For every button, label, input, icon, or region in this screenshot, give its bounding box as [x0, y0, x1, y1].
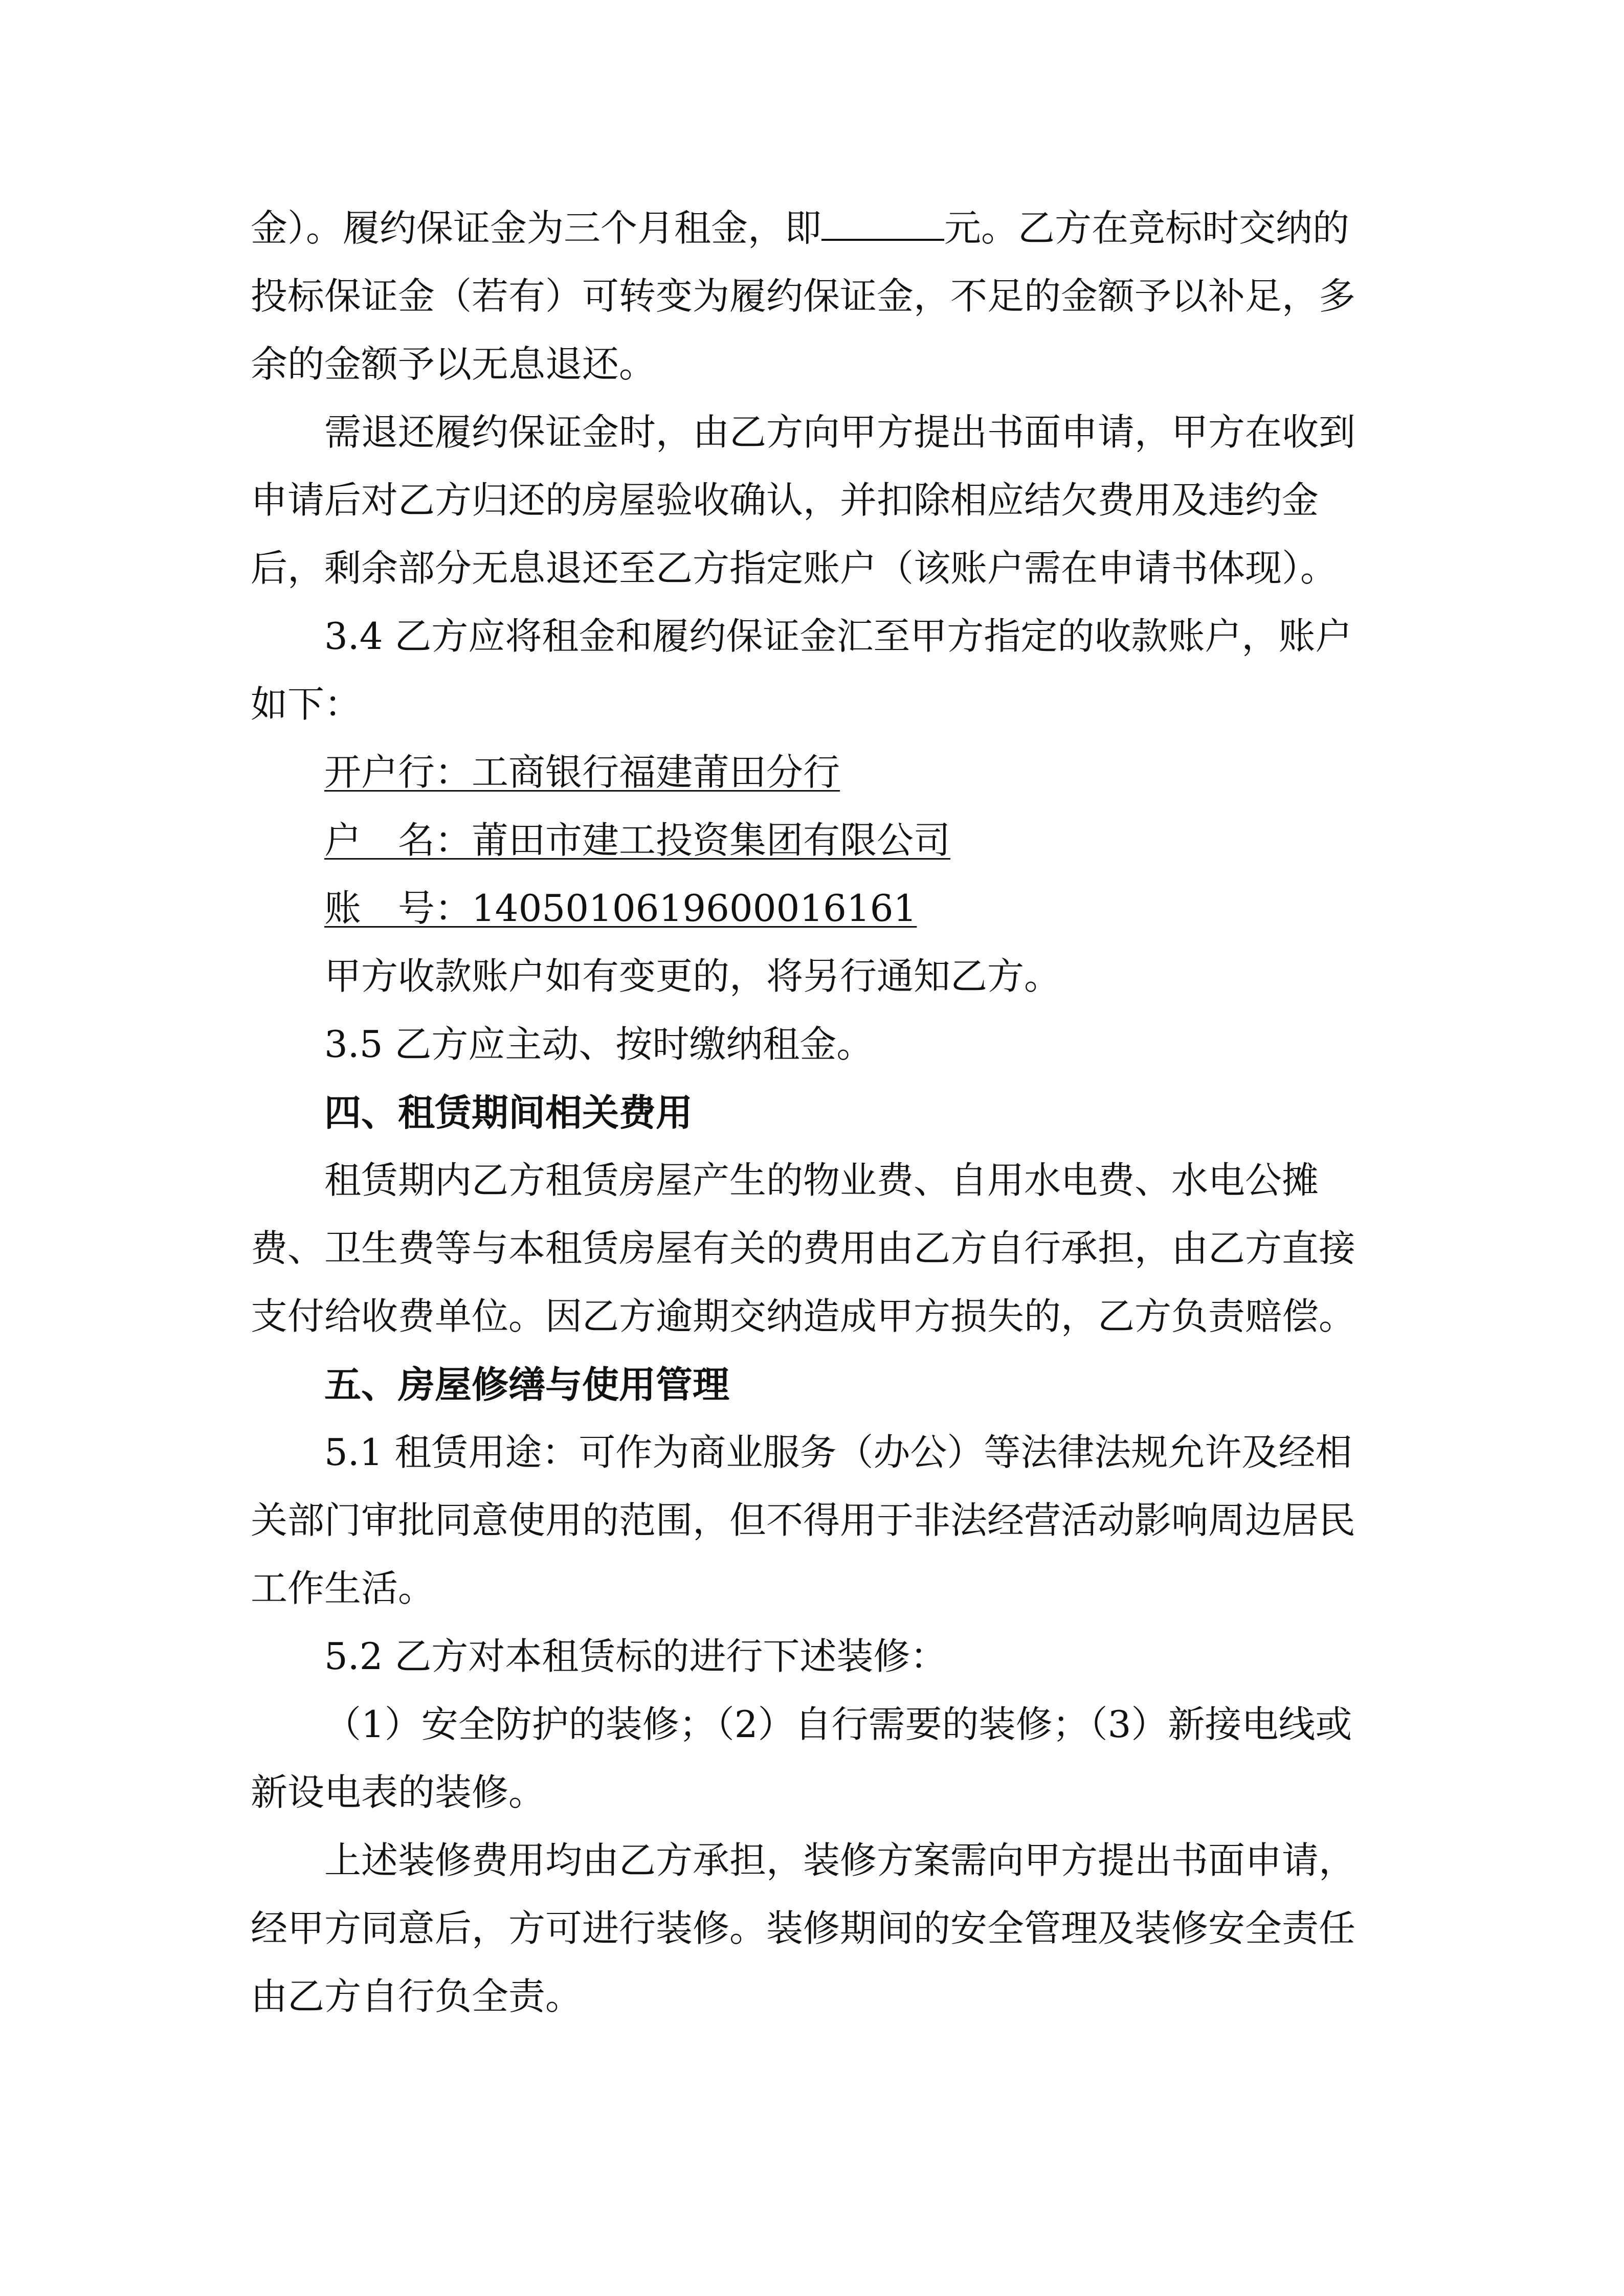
amount-blank-field: [821, 208, 944, 241]
account-bank: 开户行：工商银行福建莆田分行: [324, 751, 840, 794]
account-name: 户 名：莆田市建工投资集团有限公司: [324, 819, 951, 862]
paragraph-renovation-costs: 上述装修费用均由乙方承担，装修方案需向甲方提出书面申请，经甲方同意后，方可进行装修。装修期间的安全管理及装修安全责任由乙方自行负全责。: [251, 1839, 1356, 2018]
paragraph-clause-5-1: 5.1 租赁用途：可作为商业服务（办公）等法律法规允许及经相关部门审批同意使用的范围，但不得用于非法经营活动影响周边居民工作生活。: [251, 1431, 1356, 1610]
paragraph-renovation-items: （1）安全防护的装修；（2）自行需要的装修；（3）新接电线或新设电表的装修。: [251, 1703, 1352, 1814]
account-number: 账 号：1405010619600016161: [324, 887, 917, 930]
paragraph-deposit-refund: 需退还履约保证金时，由乙方向甲方提出书面申请，甲方在收到申请后对乙方归还的房屋验收确认，并扣除相应结欠费用及违约金后，剩余部分无息退还至乙方指定账户（该账户需在申请书体现）。: [251, 411, 1356, 590]
paragraph-lease-fees: 租赁期内乙方租赁房屋产生的物业费、自用水电费、水电公摊费、卫生费等与本租赁房屋有关的费用由乙方自行承担，由乙方直接支付给收费单位。因乙方逾期交纳造成甲方损失的，乙方负责赔偿。: [251, 1159, 1356, 1338]
section-heading-4: 四、租赁期间相关费用: [324, 1091, 693, 1134]
document-body: [251, 194, 1376, 2031]
paragraph-clause-5-2: 5.2 乙方对本租赁标的进行下述装修：: [324, 1635, 947, 1678]
paragraph-text: 元。乙方在竞标时交纳的投标保证金（若有）可转变为履约保证金，不足的金额予以补足，多余的金额予以无息退还。: [251, 207, 1356, 386]
paragraph-performance-deposit: [251, 194, 1376, 398]
paragraph-account-change: 甲方收款账户如有变更的，将另行通知乙方。: [324, 955, 1061, 998]
section-heading-5: 五、房屋修缮与使用管理: [324, 1363, 730, 1406]
paragraph-clause-3-4: 3.4 乙方应将租金和履约保证金汇至甲方指定的收款账户，账户如下：: [251, 615, 1352, 726]
paragraph-text: 金）。履约保证金为三个月租金，即: [251, 207, 822, 250]
paragraph-clause-3-5: 3.5 乙方应主动、按时缴纳租金。: [324, 1023, 874, 1066]
